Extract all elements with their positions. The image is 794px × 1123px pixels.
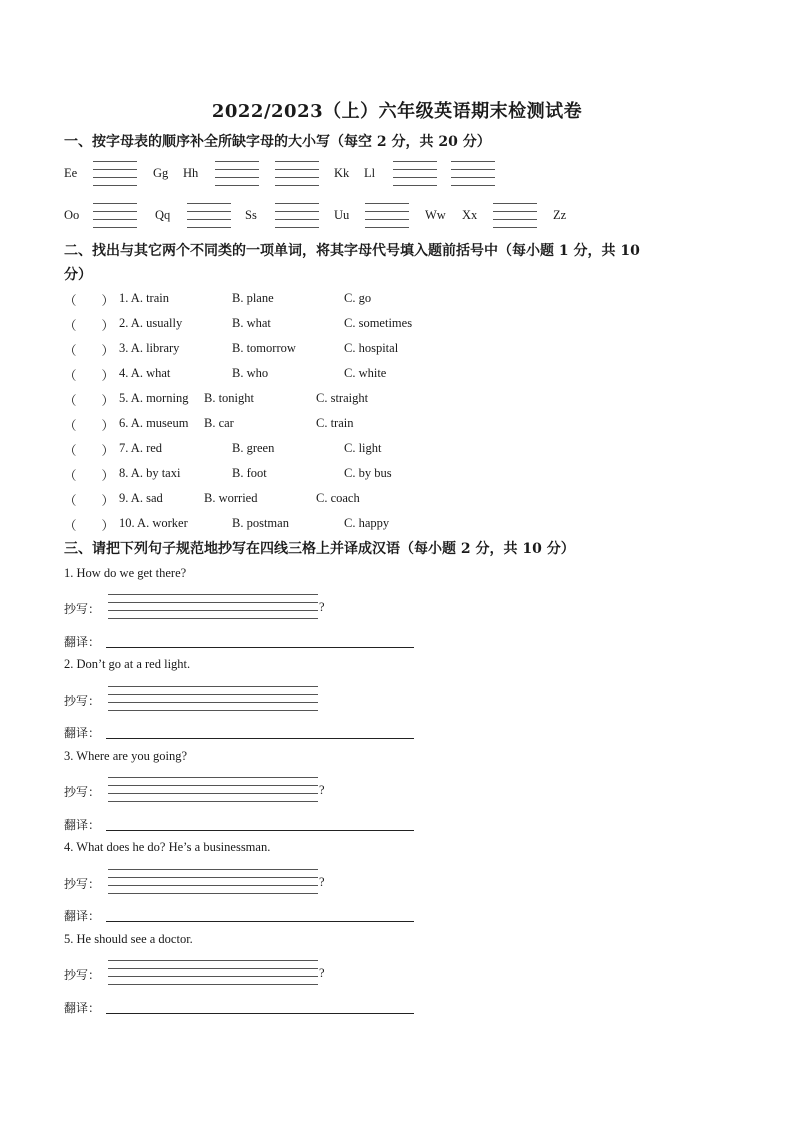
translate-label: 翻译： xyxy=(64,909,101,923)
blank-writing-lines[interactable] xyxy=(275,203,319,227)
blank-writing-lines[interactable] xyxy=(93,161,137,185)
question-option-b: B. plane xyxy=(232,291,274,305)
section3-heading: 三、请把下列句子规范地抄写在四线三格上并译成汉语（每小题 2 分，共 10 分） xyxy=(64,541,575,557)
question-option-c: C. straight xyxy=(316,391,369,405)
sentence-prompt: 5. He should see a doctor. xyxy=(64,932,193,946)
translation-answer-line[interactable] xyxy=(106,921,414,922)
blank-writing-lines[interactable] xyxy=(365,203,409,227)
question-option-b: B. tomorrow xyxy=(232,341,296,355)
section1-heading: 一、按字母表的顺序补全所缺字母的大小写（每空 2 分，共 20 分） xyxy=(64,134,491,150)
translation-answer-line[interactable] xyxy=(106,830,414,831)
question-option-c: C. happy xyxy=(344,516,390,530)
question-option-b: B. worried xyxy=(204,491,258,505)
letter-pair: Uu xyxy=(334,208,350,222)
blank-writing-lines[interactable] xyxy=(451,161,495,185)
answer-bracket[interactable]: （ ） xyxy=(64,319,115,333)
answer-bracket[interactable]: （ ） xyxy=(64,444,115,458)
question-option-b: B. postman xyxy=(232,516,289,530)
letter-pair: Zz xyxy=(553,208,567,222)
answer-bracket[interactable]: （ ） xyxy=(64,519,115,533)
question-option-c: C. light xyxy=(344,441,382,455)
question-option-b: B. what xyxy=(232,316,271,330)
translate-label: 翻译： xyxy=(64,1001,101,1015)
question-option-c: C. hospital xyxy=(344,341,399,355)
question-option-a: 8. A. by taxi xyxy=(119,466,181,480)
question-option-a: 3. A. library xyxy=(119,341,180,355)
copy-writing-lines[interactable] xyxy=(108,686,318,710)
translate-label: 翻译： xyxy=(64,726,101,740)
copy-writing-lines[interactable] xyxy=(108,869,318,893)
question-option-a: 7. A. red xyxy=(119,441,163,455)
sentence-end-mark: ? xyxy=(319,600,325,614)
question-option-a: 4. A. what xyxy=(119,366,171,380)
letter-pair: Ss xyxy=(245,208,257,222)
letter-pair: Kk xyxy=(334,166,350,180)
question-option-c: C. sometimes xyxy=(344,316,413,330)
question-option-c: C. go xyxy=(344,291,372,305)
sentence-prompt: 4. What does he do? He’s a businessman. xyxy=(64,840,271,854)
copy-writing-lines[interactable] xyxy=(108,594,318,618)
question-option-b: B. foot xyxy=(232,466,267,480)
letter-pair: Ee xyxy=(64,166,78,180)
blank-writing-lines[interactable] xyxy=(393,161,437,185)
copy-writing-lines[interactable] xyxy=(108,960,318,984)
question-option-a: 10. A. worker xyxy=(119,516,188,530)
copy-label: 抄写： xyxy=(64,694,101,708)
question-option-b: B. car xyxy=(204,416,234,430)
answer-bracket[interactable]: （ ） xyxy=(64,469,115,483)
question-option-a: 1. A. train xyxy=(119,291,169,305)
answer-bracket[interactable]: （ ） xyxy=(64,294,115,308)
letter-pair: Hh xyxy=(183,166,199,180)
sentence-prompt: 3. Where are you going? xyxy=(64,749,187,763)
question-option-c: C. by bus xyxy=(344,466,392,480)
copy-label: 抄写： xyxy=(64,785,101,799)
answer-bracket[interactable]: （ ） xyxy=(64,394,115,408)
letter-pair: Xx xyxy=(462,208,478,222)
sentence-prompt: 1. How do we get there? xyxy=(64,566,187,580)
question-option-a: 6. A. museum xyxy=(119,416,189,430)
copy-label: 抄写： xyxy=(64,968,101,982)
blank-writing-lines[interactable] xyxy=(215,161,259,185)
translation-answer-line[interactable] xyxy=(106,738,414,739)
question-option-b: B. who xyxy=(232,366,269,380)
blank-writing-lines[interactable] xyxy=(93,203,137,227)
translation-answer-line[interactable] xyxy=(106,647,414,648)
answer-bracket[interactable]: （ ） xyxy=(64,419,115,433)
answer-bracket[interactable]: （ ） xyxy=(64,494,115,508)
page-title: 2022/2023（上）六年级英语期末检测试卷 xyxy=(211,101,583,122)
letter-pair: Ll xyxy=(364,166,376,180)
question-option-b: B. tonight xyxy=(204,391,255,405)
translate-label: 翻译： xyxy=(64,635,101,649)
section2-heading-cont: 分） xyxy=(64,267,92,283)
question-option-c: C. coach xyxy=(316,491,360,505)
sentence-end-mark: ? xyxy=(319,783,325,797)
copy-label: 抄写： xyxy=(64,602,101,616)
question-option-a: 9. A. sad xyxy=(119,491,163,505)
sentence-end-mark: ? xyxy=(319,875,325,889)
question-option-b: B. green xyxy=(232,441,275,455)
letter-pair: Oo xyxy=(64,208,80,222)
copy-writing-lines[interactable] xyxy=(108,777,318,801)
translate-label: 翻译： xyxy=(64,818,101,832)
sentence-end-mark: ? xyxy=(319,966,325,980)
question-option-c: C. white xyxy=(344,366,387,380)
question-option-a: 5. A. morning xyxy=(119,391,189,405)
sentence-prompt: 2. Don’t go at a red light. xyxy=(64,657,191,671)
letter-pair: Qq xyxy=(155,208,171,222)
question-option-c: C. train xyxy=(316,416,354,430)
answer-bracket[interactable]: （ ） xyxy=(64,369,115,383)
letter-pair: Gg xyxy=(153,166,169,180)
answer-bracket[interactable]: （ ） xyxy=(64,344,115,358)
blank-writing-lines[interactable] xyxy=(187,203,231,227)
question-option-a: 2. A. usually xyxy=(119,316,183,330)
blank-writing-lines[interactable] xyxy=(493,203,537,227)
letter-pair: Ww xyxy=(425,208,446,222)
copy-label: 抄写： xyxy=(64,877,101,891)
blank-writing-lines[interactable] xyxy=(275,161,319,185)
section2-heading: 二、找出与其它两个不同类的一项单词，将其字母代号填入题前括号中（每小题 1 分，共 10 xyxy=(64,243,640,259)
translation-answer-line[interactable] xyxy=(106,1013,414,1014)
